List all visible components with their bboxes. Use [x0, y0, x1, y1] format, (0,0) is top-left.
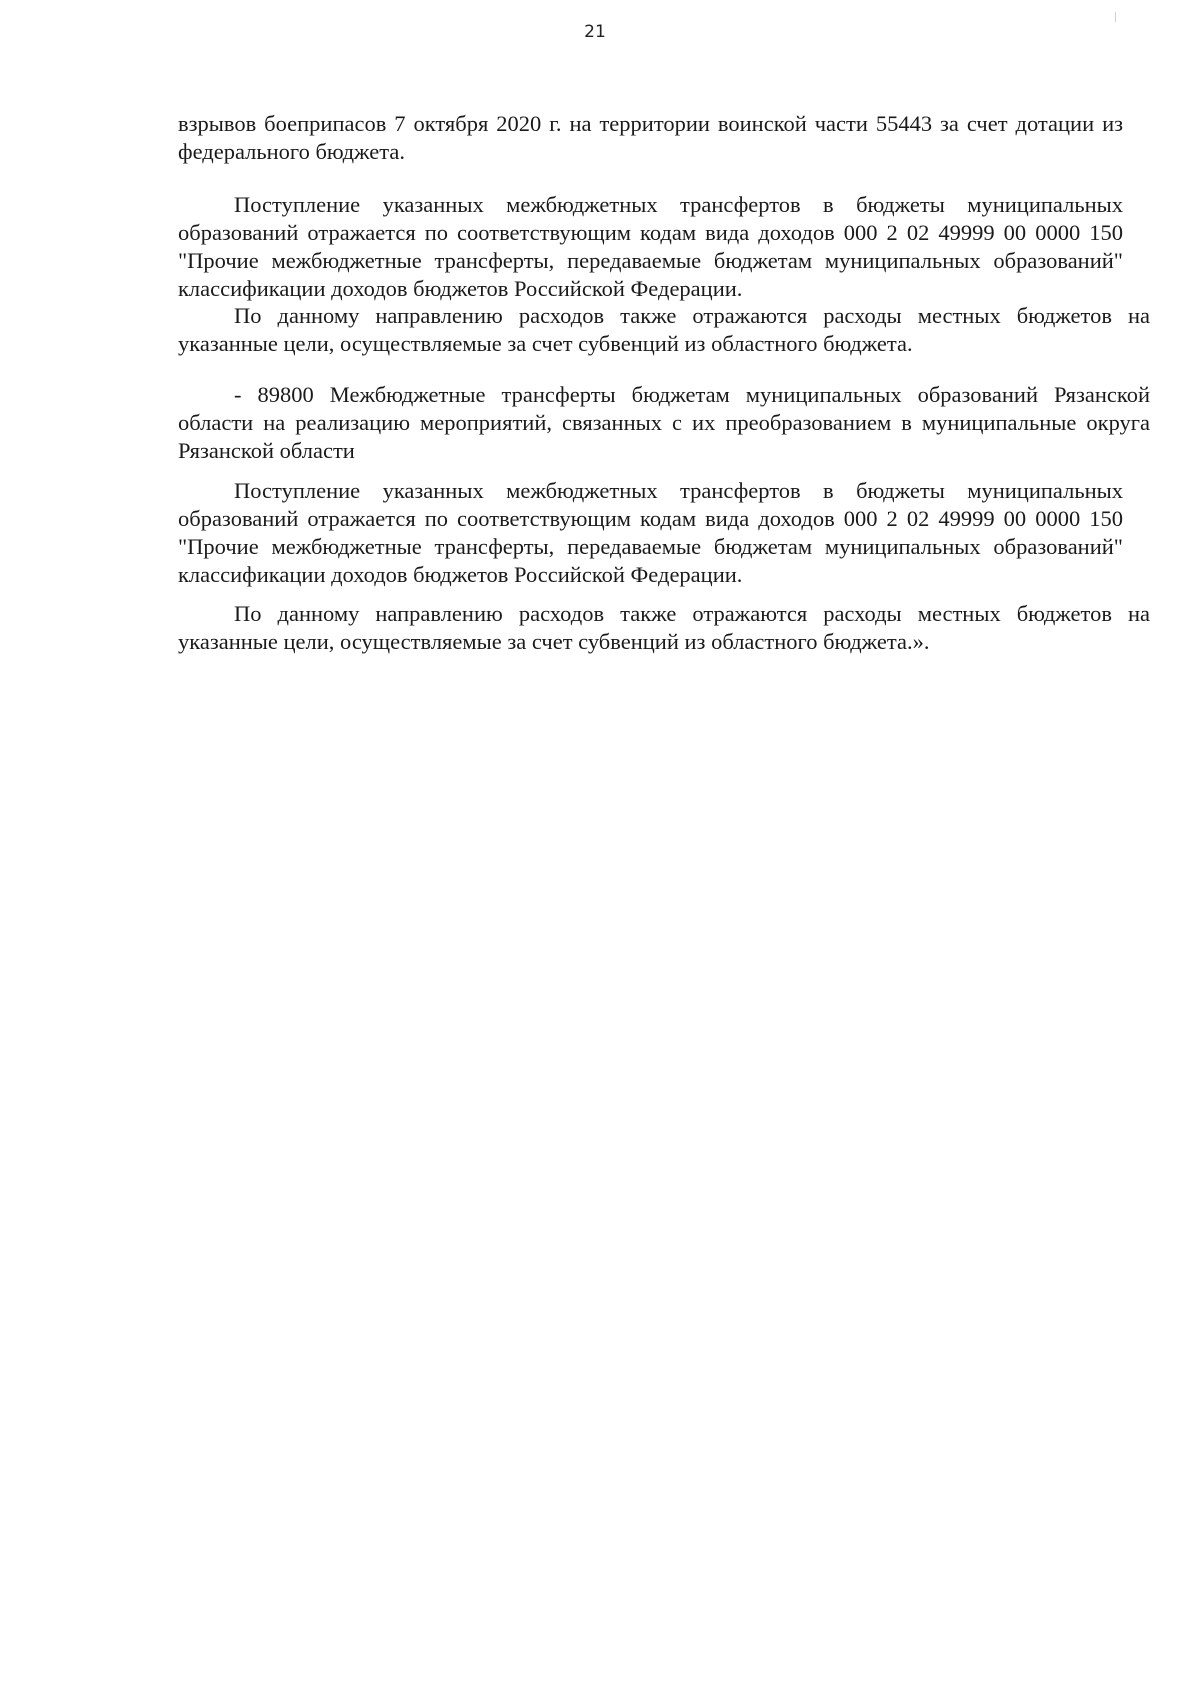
paragraph-block-5 — [178, 477, 1123, 589]
paragraph-expense-direction-2: По данному направлению расходов также отражаются расходы местных бюджетов на указанные цели, осуществляемые за счет субвенций из областного бюджета.». — [178, 601, 1150, 654]
page-number: 21 — [584, 22, 606, 42]
paragraph-code-89800: - 89800 Межбюджетные трансферты бюджетам муниципальных образований Рязанской области на реализацию мероприятий, связанных с их преобразованием в муниципальные округа Рязанской области — [178, 382, 1150, 463]
paragraph-income-receipt-2: Поступление указанных межбюджетных трансфертов в бюджеты муниципальных образований отражается по соответствующим кодам вида доходов 000 2 02 49999 00 0000 150 "Прочие межбюджетные трансферты, передаваемые бюджетам муниципальных образований" классификации доходов бюджетов Российской Федерации. — [178, 478, 1123, 587]
paragraph-expense-direction: По данному направлению расходов также отражаются расходы местных бюджетов на указанные цели, осуществляемые за счет субвенций из областного бюджета. — [178, 303, 1150, 356]
paragraph-block-1 — [178, 110, 1123, 166]
paragraph-block-2 — [178, 191, 1123, 303]
paragraph-income-receipt: Поступление указанных межбюджетных трансфертов в бюджеты муниципальных образований отражается по соответствующим кодам вида доходов 000 2 02 49999 00 0000 150 "Прочие межбюджетные трансферты, передаваемые бюджетам муниципальных образований" классификации доходов бюджетов Российской Федерации. — [178, 192, 1123, 301]
paragraph-block-3 — [178, 302, 1150, 358]
paragraph-block-4 — [178, 381, 1150, 465]
paragraph-block-6 — [178, 600, 1150, 656]
paragraph-continuation: взрывов боеприпасов 7 октября 2020 г. на территории воинской части 55443 за счет дотации из федерального бюджета. — [178, 111, 1123, 164]
scan-mark — [1115, 12, 1116, 22]
